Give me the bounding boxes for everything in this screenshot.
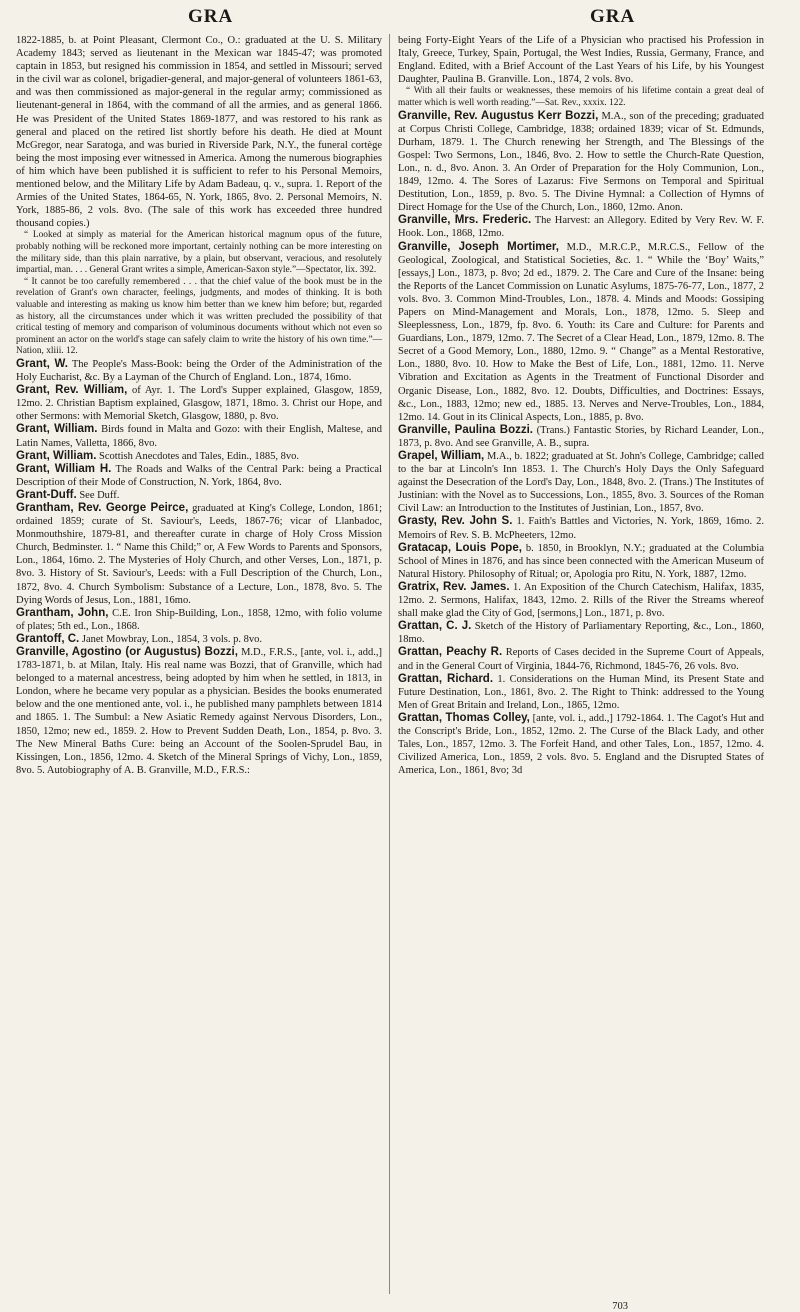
entry-text: Scottish Anecdotes and Tales, Edin., 1885, 8vo. <box>96 450 300 462</box>
dictionary-entry <box>16 463 382 489</box>
dictionary-entry <box>398 673 764 712</box>
dictionary-entry <box>16 607 382 633</box>
entry-headword: Grattan, Thomas Colley, <box>398 711 530 724</box>
entry-text: of Ayr. 1. The Lord's Supper explained, Glasgow, 1859, 12mo. 2. Christian Baptism explained, Glasgow, 1871, 18mo. 3. Christ our Hope, and other Sermons: with Memorial Sketch, Glasgow, 1880, p. 8vo. <box>16 385 383 423</box>
entry-text: Reports of Cases decided in the Supreme Court of Appeals, and in the General Court of Virginia, 1844-76, Richmond, 1845-76, 26 vols. 8vo. <box>398 647 764 672</box>
entry-headword: Gratrix, Rev. James. <box>398 580 510 593</box>
dictionary-entry <box>398 581 764 620</box>
entry-text: See Duff. <box>76 489 120 501</box>
dictionary-entry <box>16 633 382 646</box>
entry-text: [ante, vol. i., add.,] 1792-1864. 1. The Cagot's Hut and the Conscript's Bride, Lon., 1852, 12mo. 2. The Curse of the Black Lady, and other Tales, Lon., 1857, 12mo. 3. The Forfeit Hand, and other Tales, Lon., 1857, 12mo. 4. Civilized America, Lon., 1859, 2 vols. 8vo. 5. England and the Disrupted States of America, Lon., 1861, 8vo; 3d <box>398 712 764 777</box>
entry-text: The People's Mass-Book: being the Order of the Administration of the Holy Eucharist, &c. By a Layman of the Church of England. Lon., 1874, 16mo. <box>16 358 382 384</box>
dictionary-entry <box>398 241 764 424</box>
dictionary-entry <box>16 358 382 384</box>
entry-headword: Granville, Joseph Mortimer, <box>398 240 559 253</box>
review-quote: “ Looked at simply as material for the American historical magnum opus of the future, probably nothing will be reckoned more important, certainly nothing can be more interesting on the military side, than this plain narrative, by a plain, but observant, veracious, and resolutely impartial, man. . . . General Grant writes a simple, American-Saxon style.”—Spectator, lix. 392. <box>16 230 382 276</box>
entry-headword: Grant-Duff. <box>16 488 77 501</box>
entry-text: b. 1850, in Brooklyn, N.Y.; graduated at the Columbia School of Mines in 1876, and has since been connected with the American Museum of Natural History. Philosophy of Ritual; or, Apologia pro Ritu, N. York, 1887, 12mo. <box>398 542 765 580</box>
continued-entry-text: 1822-1885, b. at Point Pleasant, Clermont Co., O.: graduated at the U. S. Military Academy 1843; served as lieutenant in the Mexican war 1845-47; was promoted captain in 1853, but resigned his commission in 1854, and settled in Missouri; served in the civil war as colonel, brigadier-general, and major-general of volunteers 1861-63, and was then commissioned as major-general in the regular army; commissioned as lieutenant-general in 1864, with the command of all the armies, and as general 1866. He was President of the United States 1869-1877, and was restored to his rank as general and placed on the retired list shortly before his death. He died at Mount McGregor, near Saratoga, and was buried in Riverside Park, N.Y., the funeral cortège being the most imposing ever witnessed in America. Among the numerous biographies of him which have been published it is sufficient to refer to his Personal Memoirs, mentioned below, and the Military Life by Adam Badeau, q. v., supra. 1. Report of the Armies of the United States, 1864-65, N. York, 1865, 8vo. 2. Personal Memoirs, N. York, 1885-86, 2 vols. 8vo. (The sale of this work has exceeded three hundred thousand copies.) <box>16 35 382 230</box>
entry-text: graduated at King's College, London, 1861; ordained 1859; curate of St. Saviour's, Leeds, 1867-76; vicar of Llanbadoc, Monmouthshire, 1879-81, and thereafter curate in charge of Holy Cross Mission Church, Bedminster. 1. “ Name this Child;” or, A Few Words to Parents and Sponsors, Lon., 1864, 16mo. 2. The Mysteries of Holy Church, and other Verses, Lon., 1871, p. 8vo. 3. History of St. Saviour's, Leeds: with a Full Description of the Church, Lon., 1872, 8vo. 4. Church Symbolism: Substance of a Lecture, Lon., 1878, 8vo. 5. The Dying Words of Jesus, Lon., 1881, 16mo. <box>16 502 382 606</box>
entry-text: M.A., son of the preceding; graduated at Corpus Christi College, Cambridge, 1838; ordained 1839; vicar of St. Edmunds, Durham, 1879. 1. The Church renewing her Strength, and The Blessings of the Gospel: Two Sermons, Lon., 1846, 8vo. 2. How to settle the Church-Rate Question, Lon., n. d., 8vo. Anon. 3. An Order of Preparation for the Holy Communion, Lon., 1849, 12mo. 4. The Sores of Lazarus: Five Sermons on Temporal and Spiritual Destitution, Lon., 1859, p. 8vo. 5. The Divine Hymnal: a Collection of Hymns of Direct Homage for the Use of the Church, Lon., 1860, 12mo. Anon. <box>398 110 764 214</box>
entry-headword: Granville, Rev. Augustus Kerr Bozzi, <box>398 109 599 122</box>
entry-headword: Grattan, Richard. <box>398 672 494 685</box>
entry-headword: Grant, W. <box>16 357 68 370</box>
dictionary-entry <box>16 423 382 449</box>
entry-headword: Grantham, Rev. George Peirce, <box>16 501 189 514</box>
entry-headword: Grapel, William, <box>398 450 485 462</box>
entry-headword: Grasty, Rev. John S. <box>398 515 513 528</box>
review-quote: “ It cannot be too carefully remembered . . . that the chief value of the book must be in the revelation of Grant's own character, feelings, judgments, and modes of thinking. It is both valuable and interesting as making us know him better than we knew him before; but, regarded as history, all the circumstances under which it was written precluded the possibility of that critical testing of memory and comparison of voluminous documents without which not even so prominent an actor on the world's stage can safely claim to write the history of his own time.”—Nation, xliii. 12. <box>16 276 382 357</box>
entry-text: C.E. Iron Ship-Building, Lon., 1858, 12mo, with folio volume of plates; 5th ed., Lon., 1868. <box>16 607 383 632</box>
entry-text: M.D., M.R.C.P., M.R.C.S., Fellow of the Geological, Zoological, and Statistical Societies, &c. 1. “ While the ‘Boy’ Waits,” [essays,] Lon., 1873, p. 8vo; 2d ed., 1879. 2. The Care and Cure of the Insane: being the Reports of the Lancet Commission on Lunatic Asylums, 1875-76-77, Lon., 1877, 2 vols. 8vo. 3. Common Mind-Troubles, Lon., 1878. 4. Minds and Moods: Gossiping Papers on Mind-Management and Morals, Lon., 1878, 12mo. 5. Sleep and Sleeplessness, Lon., 1879, fp. 8vo. 6. Youth: its Care and Culture: for Parents and Guardians, Lon., 1879, 12mo. 7. The Secret of a Clear Head, Lon., 1879, 12mo. 8. The Secret of a Good Memory, Lon., 1880, 12mo. 9. “ Change” as a Mental Restorative, Lon., 1880, 8vo. 10. How to Make the Best of Life, Lon., 1881, 12mo. 11. Nerve Vibration and Excitation as Agents in the Treatment of Functional Disorder and Organic Disease, Lon., 1882, 8vo. 12. Doubts, Difficulties, and Doctrines: Essays, &c., Lon., 1883, 12mo; new ed., 1885. 13. Nerves and Nerve-Troubles, Lon., 1884, 12mo. 14. Gout in its Clinical Aspects, Lon., 1885, p. 8vo. <box>398 241 764 423</box>
entry-headword: Grattan, C. J. <box>398 620 472 633</box>
entry-text: Janet Mowbray, Lon., 1854, 3 vols. p. 8vo. <box>79 633 263 645</box>
dictionary-entry <box>16 502 382 607</box>
running-header-left: GRA <box>188 6 234 27</box>
entry-text: The Roads and Walks of the Central Park: being a Practical Description of their Mode of Construction, N. York, 1864, 8vo. <box>16 463 382 488</box>
dictionary-entry <box>398 214 764 240</box>
entry-text: M.A., b. 1822; graduated at St. John's College, Cambridge; called to the bar at Lincoln's Inn 1853. 1. The Church's Holy Days the Only Safeguard against the Desecration of the Lord's Day, Lon., 1848, 8vo. 2. (Trans.) The Institutes of Justinian: with the Novel as to Successions, Lon., 1855, 8vo. 3. Sources of the Roman Civil Law: an Introduction to the Institutes of Justinian, Lon., 1857, 8vo. <box>398 451 765 515</box>
dictionary-entry <box>398 620 764 646</box>
entry-text: The Harvest: an Allegory. Edited by Very Rev. W. F. Hook. Lon., 1868, 12mo. <box>398 215 764 240</box>
entry-headword: Grant, Rev. William, <box>16 384 128 397</box>
entry-headword: Grant, William. <box>16 449 97 462</box>
continued-entry-text: being Forty-Eight Years of the Life of a Physician who practised his Profession in Italy, Greece, Turkey, Spain, Portugal, the West Indies, Russia, Germany, France, and England. Edited, with a Brief Account of the Last Years of his Life, by his Youngest Daughter, Paulina B. Granville. Lon., 1874, 2 vols. 8vo. <box>398 35 764 86</box>
running-header-right: GRA <box>590 6 636 27</box>
entry-text: Sketch of the History of Parliamentary Reporting, &c., Lon., 1860, 18mo. <box>398 621 764 646</box>
entry-headword: Granville, Agostino (or Augustus) Bozzi, <box>16 646 238 658</box>
dictionary-entry <box>398 515 764 541</box>
entry-headword: Granville, Paulina Bozzi. <box>398 423 533 436</box>
left-column <box>16 34 382 777</box>
entry-text: 1. Faith's Battles and Victories, N. York, 1869, 16mo. 2. Memoirs of Rev. S. B. McPheeters, 12mo. <box>398 516 764 541</box>
entry-text: M.D., F.R.S., [ante, vol. i., add.,] 1783-1871, b. at Milan, Italy. His real name was Bozzi, that of Granville, which had belonged to a maternal ancestress, being adopted by him when he settled, in 1813, in London, where he became very popular as a physician. Besides the books enumerated below and the one mentioned ante, vol. i., he published many pamphlets between 1814 and 1865. 1. The Sumbul: a New Asiatic Remedy against Nervous Disorders, Lon., 1850, 12mo; new ed., 1859. 2. How to Prevent Sudden Death, Lon., 1854, p. 8vo. 3. The New Mineral Baths Cure: being an Account of the Soolen-Sprudel Bau, in Kissingen, Lon., 1856, 12mo. 4. Sketch of the Mineral Springs of Vichy, Lon., 1859, 8vo. 5. Autobiography of A. B. Granville, M.D., F.R.S.: <box>16 647 382 776</box>
entry-headword: Gratacap, Louis Pope, <box>398 541 522 554</box>
page-number: 703 <box>612 1301 628 1312</box>
dictionary-entry <box>16 384 382 423</box>
review-quote: “ With all their faults or weaknesses, these memoirs of his lifetime contain a great deal of matter which is well worth reading.”—Sat. Rev., xxxix. 122. <box>398 86 764 108</box>
entry-headword: Grattan, Peachy R. <box>398 646 503 659</box>
right-column <box>398 34 764 777</box>
dictionary-entry <box>398 712 764 777</box>
dictionary-entry <box>398 424 764 450</box>
dictionary-entry <box>16 646 382 777</box>
entry-headword: Granville, Mrs. Frederic. <box>398 214 532 227</box>
entry-text: 1. Considerations on the Human Mind, its Present State and Future Destination, Lon., 1861, 8vo. 2. The Right to Think: addressed to the Young Men of Great Britain and Ireland, Lon., 1865, 12mo. <box>398 673 764 711</box>
dictionary-entry <box>398 110 764 215</box>
entry-headword: Grant, William H. <box>16 462 112 475</box>
dictionary-entry <box>398 450 764 515</box>
entry-headword: Grant, William. <box>16 423 98 436</box>
column-divider <box>389 34 390 1294</box>
dictionary-entry <box>398 542 764 581</box>
dictionary-entry <box>398 646 764 672</box>
entry-text: 1. An Exposition of the Church Catechism, Halifax, 1835, 12mo. 2. Sermons, Halifax, 1843, 12mo. 2. Rills of the River the Streams whereof shall make glad the City of God, [sermons,] Lon., 1871, p. 8vo. <box>398 581 764 620</box>
entry-headword: Grantoff, C. <box>16 632 80 645</box>
entry-text: Birds found in Malta and Gozo: with their English, Maltese, and Latin Names, Valletta, 1866, 8vo. <box>16 424 382 449</box>
dictionary-entry <box>16 450 382 463</box>
entry-headword: Grantham, John, <box>16 606 109 619</box>
dictionary-entry <box>16 489 382 502</box>
entry-text: (Trans.) Fantastic Stories, by Richard Leander, Lon., 1873, p. 8vo. And see Granville, A. B., supra. <box>398 424 764 449</box>
